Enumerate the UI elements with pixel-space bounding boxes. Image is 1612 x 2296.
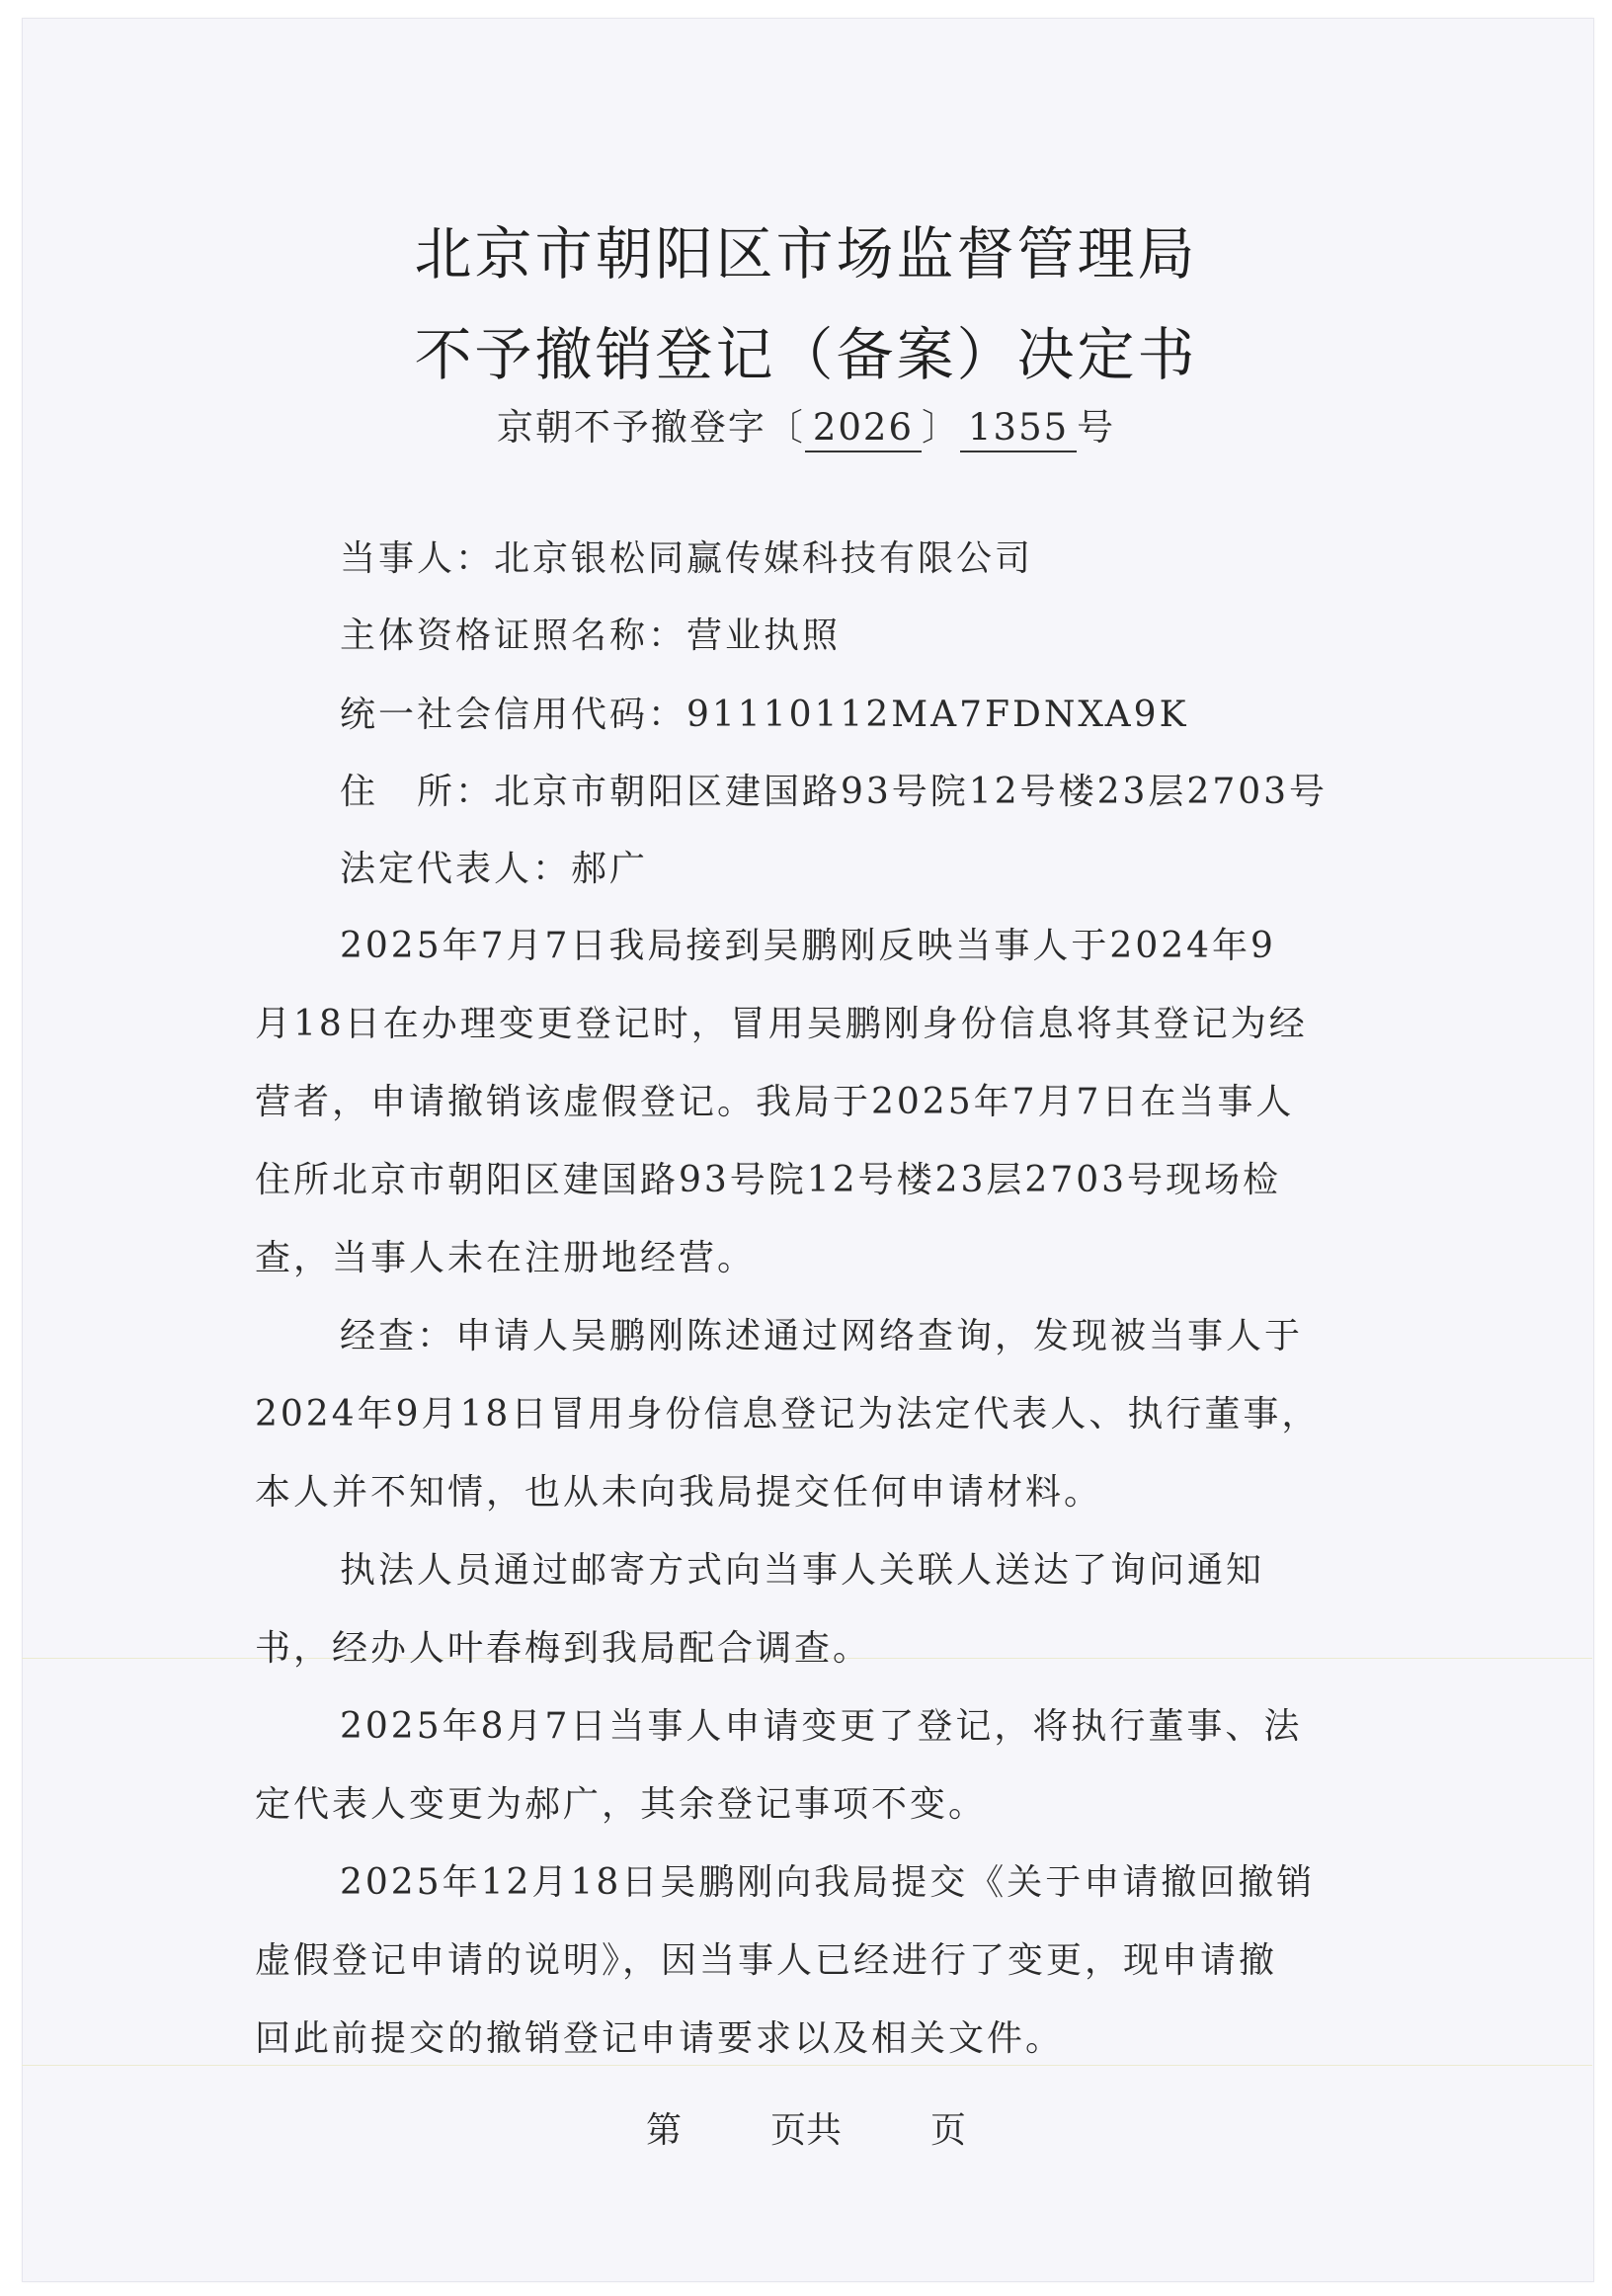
paragraph-line: 2025年8月7日当事人申请变更了登记，将执行董事、法 bbox=[340, 1706, 1303, 1747]
field-license-name: 主体资格证照名称：营业执照 bbox=[340, 615, 842, 656]
docno-suffix: 号 bbox=[1077, 406, 1116, 449]
paragraph-line: 2024年9月18日冒用身份信息登记为法定代表人、执行董事， bbox=[255, 1394, 1321, 1435]
paragraph-line: 经查：申请人吴鹏刚陈述通过网络查询，发现被当事人于 bbox=[340, 1316, 1304, 1356]
paragraph-line: 查，当事人未在注册地经营。 bbox=[255, 1238, 757, 1278]
paragraph-line: 住所北京市朝阳区建国路93号院12号楼23层2703号现场检 bbox=[255, 1160, 1282, 1200]
fold-line bbox=[22, 2065, 1592, 2066]
footer-total-label: 页共 bbox=[769, 2110, 842, 2151]
document-title-line2: 不予撤销登记（备案）决定书 bbox=[414, 321, 1198, 388]
document-number bbox=[0, 397, 1612, 452]
paragraph-line: 执法人员通过邮寄方式向当事人关联人送达了询问通知 bbox=[340, 1550, 1265, 1591]
field-legal-representative: 法定代表人：郝广 bbox=[340, 849, 649, 889]
docno-year: 2026 bbox=[805, 408, 922, 452]
document-title-line1: 北京市朝阳区市场监督管理局 bbox=[414, 220, 1198, 287]
paragraph-line: 本人并不知情，也从未向我局提交任何申请材料。 bbox=[255, 1472, 1103, 1513]
paragraph-line: 定代表人变更为郝广，其余登记事项不变。 bbox=[255, 1784, 988, 1825]
footer-page-end: 页 bbox=[930, 2110, 967, 2151]
docno-mid: 〕 bbox=[922, 406, 960, 449]
paragraph-line: 2025年12月18日吴鹏刚向我局提交《关于申请撤回撤销 bbox=[340, 1862, 1316, 1903]
field-address: 住 所：北京市朝阳区建国路93号院12号楼23层2703号 bbox=[340, 772, 1329, 812]
paragraph-line: 月18日在办理变更登记时，冒用吴鹏刚身份信息将其登记为经 bbox=[255, 1004, 1308, 1044]
docno-prefix: 京朝不予撤登字〔 bbox=[496, 406, 805, 449]
paragraph-line: 回此前提交的撤销登记申请要求以及相关文件。 bbox=[255, 2018, 1065, 2059]
paragraph-line: 2025年7月7日我局接到吴鹏刚反映当事人于2024年9 bbox=[340, 926, 1276, 966]
paragraph-line: 虚假登记申请的说明》，因当事人已经进行了变更，现申请撤 bbox=[255, 1940, 1278, 1981]
paragraph-line: 书，经办人叶春梅到我局配合调查。 bbox=[255, 1628, 872, 1669]
field-credit-code: 统一社会信用代码：91110112MA7FDNXA9K bbox=[340, 695, 1189, 735]
field-party: 当事人：北京银松同赢传媒科技有限公司 bbox=[340, 538, 1034, 579]
footer-page-label: 第 bbox=[645, 2110, 682, 2151]
docno-number: 1355 bbox=[960, 408, 1077, 452]
paragraph-line: 营者，申请撤销该虚假登记。我局于2025年7月7日在当事人 bbox=[255, 1082, 1295, 1122]
page-footer bbox=[0, 2102, 1612, 2153]
